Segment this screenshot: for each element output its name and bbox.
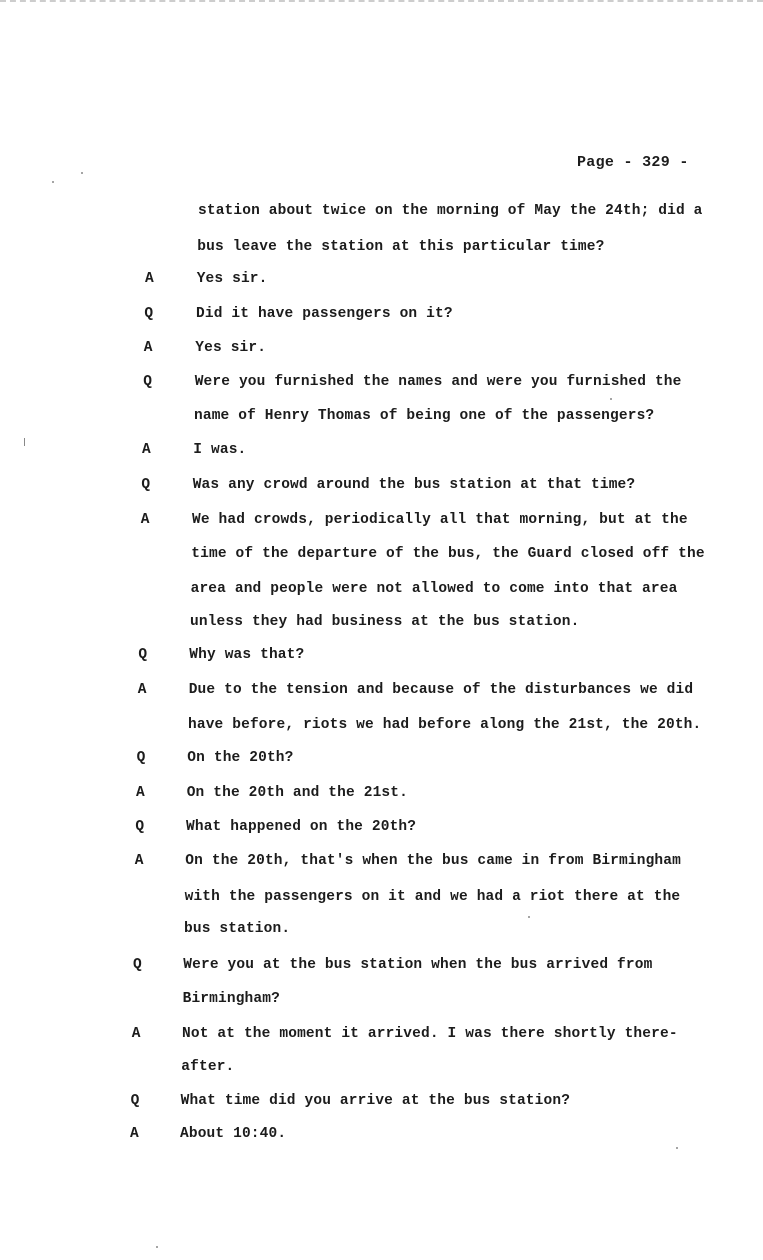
answer-marker: A (136, 785, 145, 801)
question-marker: Q (141, 477, 151, 493)
answer-marker: A (142, 442, 151, 458)
transcript-line: station about twice on the morning of May the 24th; did a (198, 203, 703, 219)
answer-marker: A (143, 340, 153, 356)
transcript-line: Yes sir. (196, 271, 268, 287)
transcript-line: On the 20th and the 21st. (186, 785, 408, 801)
transcript-line: name of Henry Thomas of being one of the passengers? (194, 408, 655, 424)
transcript-line: About 10:40. (180, 1126, 287, 1142)
transcript-line: What happened on the 20th? (186, 819, 417, 835)
transcript-line: Yes sir. (195, 340, 267, 356)
question-marker: Q (130, 1093, 140, 1109)
scan-speck (676, 1147, 678, 1149)
question-marker: Q (133, 957, 142, 973)
transcript-line: Was any crowd around the bus station at that time? (192, 477, 636, 493)
transcript-line: Why was that? (189, 647, 305, 663)
question-marker: Q (135, 819, 145, 835)
transcript-line: have before, riots we had before along the 21st, the 20th. (188, 717, 702, 733)
transcript-line: Did it have passengers on it? (196, 306, 453, 322)
answer-marker: A (140, 512, 150, 528)
answer-marker: A (145, 271, 154, 287)
transcript-line: I was. (193, 442, 247, 458)
scan-speck (81, 172, 83, 174)
question-marker: Q (138, 647, 148, 663)
answer-marker: A (134, 853, 144, 869)
transcript-line: bus leave the station at this particular time? (197, 239, 605, 255)
transcript-line: time of the departure of the bus, the Guard closed off the (191, 546, 705, 562)
scan-speck (528, 916, 530, 918)
transcript-line: Birmingham? (182, 991, 280, 1007)
answer-marker: A (131, 1026, 141, 1042)
scan-top-edge (0, 0, 763, 5)
page-number: Page - 329 - (577, 154, 689, 171)
transcript-line: area and people were not allowed to come into that area (190, 581, 678, 597)
transcript-line: unless they had business at the bus station. (190, 614, 580, 630)
transcript-line: On the 20th? (187, 750, 294, 766)
scan-speck (156, 1246, 158, 1248)
transcript-line: We had crowds, periodically all that morning, but at the (192, 512, 688, 528)
transcript-line: Not at the moment it arrived. I was there shortly there- (182, 1026, 678, 1042)
scan-speck (610, 398, 612, 400)
question-marker: Q (136, 750, 146, 766)
transcript-line: Were you furnished the names and were you furnished the (194, 374, 682, 390)
transcript-line: after. (181, 1059, 235, 1075)
transcript-line: bus station. (184, 921, 291, 937)
question-marker: Q (144, 306, 154, 322)
scan-speck (24, 438, 25, 446)
transcript-line: Due to the tension and because of the disturbances we did (188, 682, 694, 698)
transcript-line: What time did you arrive at the bus station? (180, 1093, 571, 1109)
transcript-line: with the passengers on it and we had a riot there at the (184, 889, 681, 905)
answer-marker: A (130, 1126, 139, 1142)
transcript-line: On the 20th, that's when the bus came in from Birmingham (185, 853, 681, 869)
question-marker: Q (143, 374, 152, 390)
answer-marker: A (137, 682, 147, 698)
transcript-line: Were you at the bus station when the bus arrived from (183, 957, 653, 973)
scan-speck (52, 181, 54, 183)
